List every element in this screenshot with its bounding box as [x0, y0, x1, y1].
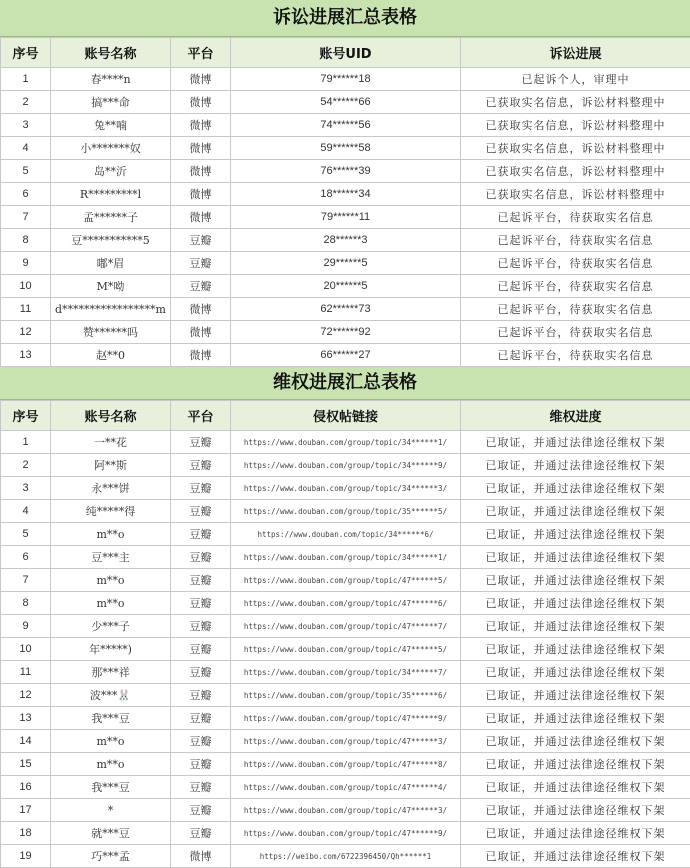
cell-infringing-link: https://www.douban.com/group/topic/47******4/	[231, 776, 461, 799]
cell-platform: 豆瓣	[171, 252, 231, 275]
cell-platform: 豆瓣	[171, 799, 231, 822]
cell-account-name: 就***豆	[51, 822, 171, 845]
cell-platform: 豆瓣	[171, 638, 231, 661]
cell-account-name: 赵**0	[51, 344, 171, 367]
cell-platform: 豆瓣	[171, 615, 231, 638]
rights-header-row	[1, 401, 690, 431]
table-row	[1, 753, 690, 776]
table-row	[1, 114, 690, 137]
cell-account-name: 永***饼	[51, 477, 171, 500]
cell-index: 9	[1, 252, 51, 275]
cell-rights-progress: 已取证，并通过法律途径维权下架	[461, 799, 690, 822]
table-row	[1, 298, 690, 321]
cell-index: 11	[1, 298, 51, 321]
cell-account-name: 一**花	[51, 431, 171, 454]
cell-account-uid: 76******39	[231, 160, 461, 183]
col-header-account-name: 账号名称	[51, 38, 171, 68]
cell-account-uid: 28******3	[231, 229, 461, 252]
cell-account-name: 少***子	[51, 615, 171, 638]
table-row	[1, 477, 690, 500]
col-header-rights-progress: 维权进度	[461, 401, 690, 431]
cell-index: 17	[1, 799, 51, 822]
cell-index: 13	[1, 707, 51, 730]
cell-account-name: 巧***孟	[51, 845, 171, 868]
cell-lawsuit-progress: 已起诉平台，待获取实名信息	[461, 344, 690, 367]
cell-index: 4	[1, 500, 51, 523]
cell-infringing-link: https://www.douban.com/group/topic/47******6/	[231, 592, 461, 615]
cell-platform: 微博	[171, 298, 231, 321]
cell-account-name: m**o	[51, 730, 171, 753]
cell-rights-progress: 已取证，并通过法律途径维权下架	[461, 661, 690, 684]
table-row	[1, 206, 690, 229]
cell-platform: 豆瓣	[171, 684, 231, 707]
cell-account-name: d*****************m	[51, 298, 171, 321]
cell-account-uid: 74******56	[231, 114, 461, 137]
cell-index: 8	[1, 229, 51, 252]
cell-index: 9	[1, 615, 51, 638]
cell-index: 1	[1, 431, 51, 454]
cell-platform: 豆瓣	[171, 477, 231, 500]
cell-rights-progress: 已取证，并通过法律途径维权下架	[461, 753, 690, 776]
cell-rights-progress: 已取证，并通过法律途径维权下架	[461, 845, 690, 868]
cell-account-name: R*********l	[51, 183, 171, 206]
table-row	[1, 776, 690, 799]
cell-rights-progress: 已取证，并通过法律途径维权下架	[461, 592, 690, 615]
cell-index: 6	[1, 183, 51, 206]
table-row	[1, 707, 690, 730]
cell-index: 12	[1, 684, 51, 707]
table-row	[1, 229, 690, 252]
table-row	[1, 183, 690, 206]
cell-account-name: 纯*****得	[51, 500, 171, 523]
col-header-platform: 平台	[171, 38, 231, 68]
cell-rights-progress: 已取证，并通过法律途径维权下架	[461, 822, 690, 845]
col-header-infringing-link: 侵权帖链接	[231, 401, 461, 431]
cell-index: 16	[1, 776, 51, 799]
cell-platform: 微博	[171, 114, 231, 137]
cell-account-uid: 79******18	[231, 68, 461, 91]
cell-platform: 微博	[171, 344, 231, 367]
cell-infringing-link: https://weibo.com/6722396450/Qh******1	[231, 845, 461, 868]
cell-infringing-link: https://www.douban.com/group/topic/34******7/	[231, 661, 461, 684]
lawsuit-table-title: 诉讼进展汇总表格	[0, 0, 690, 37]
col-header-platform: 平台	[171, 401, 231, 431]
cell-lawsuit-progress: 已获取实名信息，诉讼材料整理中	[461, 183, 690, 206]
cell-index: 14	[1, 730, 51, 753]
cell-account-name: 搞***命	[51, 91, 171, 114]
table-row	[1, 344, 690, 367]
cell-index: 4	[1, 137, 51, 160]
cell-infringing-link: https://www.douban.com/group/topic/47******5/	[231, 569, 461, 592]
table-row	[1, 569, 690, 592]
cell-account-uid: 18******34	[231, 183, 461, 206]
table-row	[1, 523, 690, 546]
cell-platform: 微博	[171, 68, 231, 91]
cell-platform: 豆瓣	[171, 523, 231, 546]
cell-platform: 豆瓣	[171, 431, 231, 454]
cell-account-uid: 29******5	[231, 252, 461, 275]
table-row	[1, 684, 690, 707]
cell-index: 13	[1, 344, 51, 367]
cell-account-name: m**o	[51, 753, 171, 776]
cell-platform: 微博	[171, 183, 231, 206]
cell-rights-progress: 已取证，并通过法律途径维权下架	[461, 638, 690, 661]
cell-account-name: m**o	[51, 569, 171, 592]
cell-account-name: 孟******子	[51, 206, 171, 229]
cell-rights-progress: 已取证，并通过法律途径维权下架	[461, 454, 690, 477]
cell-index: 8	[1, 592, 51, 615]
cell-account-name: 岛**沂	[51, 160, 171, 183]
cell-account-name: 小*******奴	[51, 137, 171, 160]
cell-platform: 豆瓣	[171, 592, 231, 615]
col-header-index: 序号	[1, 401, 51, 431]
table-row	[1, 799, 690, 822]
cell-lawsuit-progress: 已起诉平台，待获取实名信息	[461, 206, 690, 229]
cell-account-uid: 59******58	[231, 137, 461, 160]
cell-account-name: m**o	[51, 523, 171, 546]
cell-infringing-link: https://www.douban.com/group/topic/47******9/	[231, 822, 461, 845]
cell-platform: 微博	[171, 91, 231, 114]
cell-platform: 豆瓣	[171, 546, 231, 569]
cell-platform: 微博	[171, 160, 231, 183]
table-row	[1, 275, 690, 298]
lawsuit-header-row	[1, 38, 690, 68]
cell-rights-progress: 已取证，并通过法律途径维权下架	[461, 776, 690, 799]
cell-rights-progress: 已取证，并通过法律途径维权下架	[461, 500, 690, 523]
cell-rights-progress: 已取证，并通过法律途径维权下架	[461, 730, 690, 753]
cell-index: 3	[1, 477, 51, 500]
table-row	[1, 845, 690, 868]
cell-account-name: 我***豆	[51, 707, 171, 730]
cell-infringing-link: https://www.douban.com/group/topic/34******3/	[231, 477, 461, 500]
cell-index: 11	[1, 661, 51, 684]
col-header-lawsuit-progress: 诉讼进展	[461, 38, 690, 68]
cell-account-name: 嘟*眉	[51, 252, 171, 275]
cell-rights-progress: 已取证，并通过法律途径维权下架	[461, 477, 690, 500]
cell-index: 6	[1, 546, 51, 569]
cell-infringing-link: https://www.douban.com/topic/34******6/	[231, 523, 461, 546]
cell-infringing-link: https://www.douban.com/group/topic/47******5/	[231, 638, 461, 661]
cell-account-uid: 62******73	[231, 298, 461, 321]
cell-account-name: M*呦	[51, 275, 171, 298]
cell-index: 5	[1, 160, 51, 183]
table-row	[1, 661, 690, 684]
cell-account-name: m**o	[51, 592, 171, 615]
table-row	[1, 431, 690, 454]
cell-infringing-link: https://www.douban.com/group/topic/35******6/	[231, 684, 461, 707]
cell-account-name: 豆***主	[51, 546, 171, 569]
cell-lawsuit-progress: 已起诉平台，待获取实名信息	[461, 229, 690, 252]
table-row	[1, 321, 690, 344]
cell-lawsuit-progress: 已获取实名信息，诉讼材料整理中	[461, 91, 690, 114]
cell-account-name: 豆***********5	[51, 229, 171, 252]
cell-platform: 微博	[171, 321, 231, 344]
cell-account-name: 年*****)	[51, 638, 171, 661]
cell-account-name: *	[51, 799, 171, 822]
cell-rights-progress: 已取证，并通过法律途径维权下架	[461, 569, 690, 592]
table-row	[1, 615, 690, 638]
cell-rights-progress: 已取证，并通过法律途径维权下架	[461, 431, 690, 454]
cell-platform: 微博	[171, 845, 231, 868]
cell-platform: 豆瓣	[171, 730, 231, 753]
cell-infringing-link: https://www.douban.com/group/topic/47******7/	[231, 615, 461, 638]
cell-platform: 豆瓣	[171, 753, 231, 776]
cell-index: 2	[1, 454, 51, 477]
cell-lawsuit-progress: 已起诉平台，待获取实名信息	[461, 252, 690, 275]
cell-index: 15	[1, 753, 51, 776]
cell-infringing-link: https://www.douban.com/group/topic/35******5/	[231, 500, 461, 523]
cell-account-name: 我***豆	[51, 776, 171, 799]
cell-infringing-link: https://www.douban.com/group/topic/34******1/	[231, 546, 461, 569]
cell-lawsuit-progress: 已起诉平台，待获取实名信息	[461, 321, 690, 344]
cell-index: 2	[1, 91, 51, 114]
table-row	[1, 252, 690, 275]
cell-index: 1	[1, 68, 51, 91]
cell-index: 7	[1, 569, 51, 592]
cell-infringing-link: https://www.douban.com/group/topic/47******8/	[231, 753, 461, 776]
cell-rights-progress: 已取证，并通过法律途径维权下架	[461, 684, 690, 707]
cell-platform: 豆瓣	[171, 569, 231, 592]
cell-infringing-link: https://www.douban.com/group/topic/34******9/	[231, 454, 461, 477]
cell-lawsuit-progress: 已起诉平台，待获取实名信息	[461, 298, 690, 321]
cell-platform: 豆瓣	[171, 822, 231, 845]
col-header-account-uid: 账号UID	[231, 38, 461, 68]
cell-platform: 微博	[171, 206, 231, 229]
cell-index: 18	[1, 822, 51, 845]
cell-infringing-link: https://www.douban.com/group/topic/47******9/	[231, 707, 461, 730]
cell-index: 5	[1, 523, 51, 546]
cell-platform: 豆瓣	[171, 500, 231, 523]
cell-platform: 豆瓣	[171, 661, 231, 684]
table-row	[1, 68, 690, 91]
lawsuit-table	[0, 37, 690, 367]
table-row	[1, 91, 690, 114]
cell-index: 7	[1, 206, 51, 229]
cell-account-uid: 72******92	[231, 321, 461, 344]
table-row	[1, 638, 690, 661]
cell-infringing-link: https://www.douban.com/group/topic/47******3/	[231, 730, 461, 753]
table-row	[1, 160, 690, 183]
cell-rights-progress: 已取证，并通过法律途径维权下架	[461, 707, 690, 730]
cell-account-uid: 20******5	[231, 275, 461, 298]
cell-lawsuit-progress: 已获取实名信息，诉讼材料整理中	[461, 137, 690, 160]
cell-lawsuit-progress: 已获取实名信息，诉讼材料整理中	[461, 160, 690, 183]
cell-account-name: 春****n	[51, 68, 171, 91]
cell-infringing-link: https://www.douban.com/group/topic/34******1/	[231, 431, 461, 454]
table-row	[1, 454, 690, 477]
cell-account-uid: 79******11	[231, 206, 461, 229]
cell-account-name: 阿**斯	[51, 454, 171, 477]
cell-platform: 豆瓣	[171, 229, 231, 252]
cell-rights-progress: 已取证，并通过法律途径维权下架	[461, 615, 690, 638]
table-row	[1, 500, 690, 523]
rights-table	[0, 400, 690, 868]
cell-index: 3	[1, 114, 51, 137]
col-header-account-name: 账号名称	[51, 401, 171, 431]
cell-account-name: 那***祥	[51, 661, 171, 684]
cell-platform: 微博	[171, 137, 231, 160]
cell-account-name: 兔**喃	[51, 114, 171, 137]
cell-account-name: 波***🐰	[51, 684, 171, 707]
cell-lawsuit-progress: 已起诉个人，审理中	[461, 68, 690, 91]
cell-account-uid: 66******27	[231, 344, 461, 367]
cell-platform: 豆瓣	[171, 776, 231, 799]
table-row	[1, 730, 690, 753]
cell-account-name: 赞******吗	[51, 321, 171, 344]
table-row	[1, 822, 690, 845]
col-header-index: 序号	[1, 38, 51, 68]
cell-index: 12	[1, 321, 51, 344]
table-row	[1, 546, 690, 569]
cell-platform: 豆瓣	[171, 275, 231, 298]
cell-lawsuit-progress: 已获取实名信息，诉讼材料整理中	[461, 114, 690, 137]
cell-lawsuit-progress: 已起诉平台，待获取实名信息	[461, 275, 690, 298]
table-row	[1, 137, 690, 160]
table-row	[1, 592, 690, 615]
cell-rights-progress: 已取证，并通过法律途径维权下架	[461, 523, 690, 546]
cell-platform: 豆瓣	[171, 707, 231, 730]
cell-platform: 豆瓣	[171, 454, 231, 477]
cell-index: 10	[1, 275, 51, 298]
cell-rights-progress: 已取证，并通过法律途径维权下架	[461, 546, 690, 569]
cell-account-uid: 54******66	[231, 91, 461, 114]
cell-index: 19	[1, 845, 51, 868]
rights-table-title: 维权进展汇总表格	[0, 367, 690, 400]
cell-infringing-link: https://www.douban.com/group/topic/47******3/	[231, 799, 461, 822]
cell-index: 10	[1, 638, 51, 661]
